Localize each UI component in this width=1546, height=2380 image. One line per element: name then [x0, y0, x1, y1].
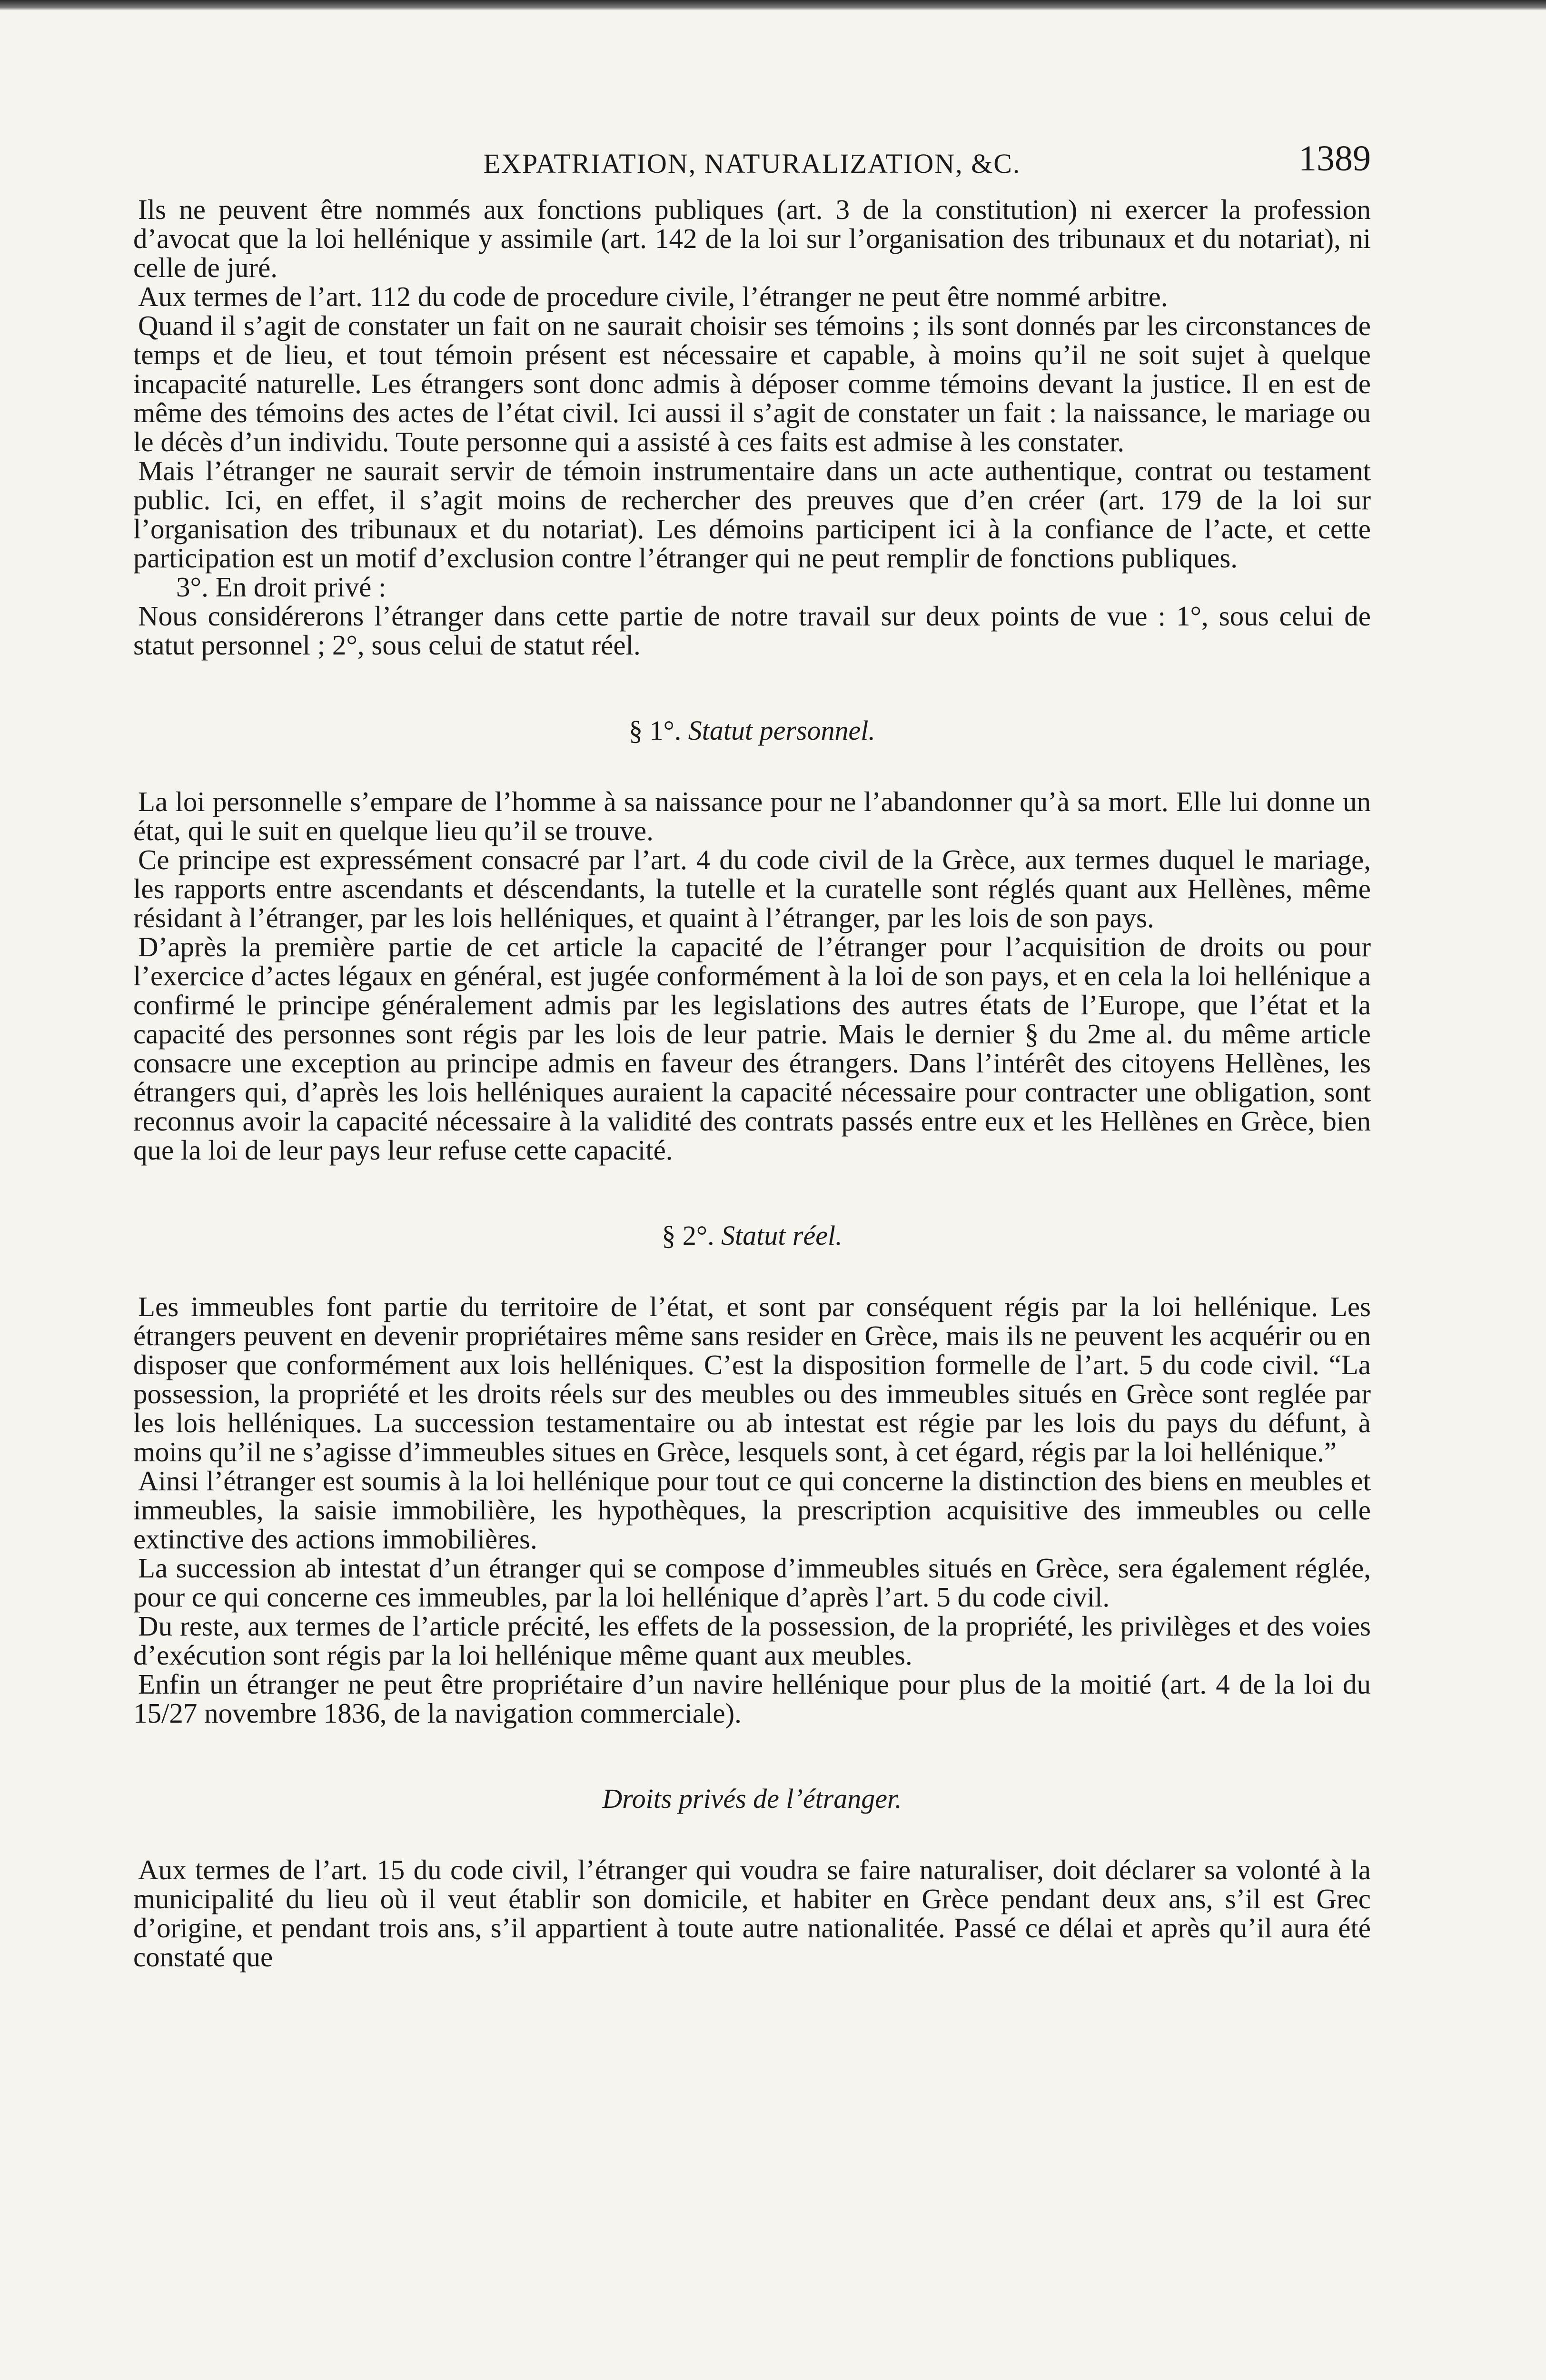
section-title: Droits privés de l’étranger.	[602, 1783, 902, 1814]
paragraph: Ils ne peuvent être nommés aux fonctions publiques (art. 3 de la constitution) ni exercer la profession d’avocat que la loi hellénique y assimile (art. 142 de la loi sur l’organisation des tribunaux et du notariat), ni celle de juré.	[133, 194, 1371, 283]
subsection-label: 3°. En droit privé :	[176, 571, 386, 603]
scan-top-edge	[0, 0, 1546, 10]
section-heading-statut-reel	[133, 1221, 1371, 1250]
section-prefix: § 1°.	[629, 715, 682, 746]
paragraph: D’après la première partie de cet article la capacité de l’étranger pour l’acquisition de droits ou pour l’exercice d’actes légaux en général, est jugée conformément à la loi de son pays, et en cela la loi hellénique a confirmé le principe généralement admis par les legislations des autres états de l’Europe, que l’état et la capacité des personnes sont régis par les lois de leur patrie. Mais le dernier § du 2me al. du même article consacre une exception au principe admis en faveur des étrangers. Dans l’intérêt des citoyens Hellènes, les étrangers qui, d’après les lois helléniques auraient la capacité nécessaire pour contracter une obligation, sont reconnus avoir la capacité nécessaire à la validité des contrats passés entre eux et les Hellènes en Grèce, bien que la loi de leur pays leur refuse cette capacité.	[133, 931, 1371, 1166]
section-prefix: § 2°.	[662, 1220, 714, 1251]
paragraph: Aux termes de l’art. 112 du code de procedure civile, l’étranger ne peut être nommé arbitre.	[138, 281, 1168, 312]
paragraph: La loi personnelle s’empare de l’homme à sa naissance pour ne l’abandonner qu’à sa mort. Elle lui donne un état, qui le suit en quelque lieu qu’il se trouve.	[133, 786, 1371, 846]
running-title: EXPATRIATION, NATURALIZATION, &C.	[483, 148, 1021, 179]
paragraph: Ainsi l’étranger est soumis à la loi hellénique pour tout ce qui concerne la distinction des biens en meubles et immeubles, la saisie immobilière, les hypothèques, la prescription acquisitive des immeubles ou celle extinctive des actions immobilières.	[133, 1465, 1371, 1555]
section-title: Statut réel.	[721, 1220, 842, 1251]
paragraph: Mais l’étranger ne saurait servir de témoin instrumentaire dans un acte authentique, contrat ou testament public. Ici, en effet, il s’agit moins de rechercher des preuves que d’en créer (art. 179 de la loi sur l’organisation des tribunaux et du notariat). Les démoins participent ici à la confiance de l’acte, et cette participation est un motif d’exclusion contre l’étranger qui ne peut remplir de fonctions publiques.	[133, 455, 1371, 574]
page-number: 1389	[1298, 139, 1371, 178]
paragraph: Aux termes de l’art. 15 du code civil, l’étranger qui voudra se faire naturaliser, doit déclarer sa volonté à la municipalité du lieu où il veut établir son domicile, et habiter en Grèce pendant deux ans, s’il est Grec d’origine, et pendant trois ans, s’il appartient à toute autre nationalitée. Passé ce délai et après qu’il aura été constaté que	[133, 1854, 1371, 1973]
paragraph: La succession ab intestat d’un étranger qui se compose d’immeubles situés en Grèce, sera également réglée, pour ce qui concerne ces immeubles, par la loi hellénique d’après l’art. 5 du code civil.	[133, 1552, 1371, 1613]
page-header	[133, 138, 1371, 195]
document-page	[133, 138, 1371, 1972]
paragraph: Enfin un étranger ne peut être propriétaire d’un navire hellénique pour plus de la moitié (art. 4 de la loi du 15/27 novembre 1836, de la navigation commerciale).	[133, 1668, 1371, 1729]
section-title: Statut personnel.	[688, 715, 875, 746]
section-heading-droits-prives	[133, 1784, 1371, 1814]
section-heading-statut-personnel	[133, 716, 1371, 745]
paragraph: Quand il s’agit de constater un fait on ne saurait choisir ses témoins ; ils sont donnés par les circonstances de temps et de lieu, et tout témoin présent est nécessaire et capable, à moins qu’il ne soit sujet à quelque incapacité naturelle. Les étrangers sont donc admis à déposer comme témoins devant la justice. Il en est de même des témoins des actes de l’état civil. Ici aussi il s’agit de constater un fait : la naissance, le mariage ou le décès d’un individu. Toute personne qui a assisté à ces faits est admise à les constater.	[133, 310, 1371, 457]
paragraph: Ce principe est expressément consacré par l’art. 4 du code civil de la Grèce, aux termes duquel le mariage, les rapports entre ascendants et déscendants, la tutelle et la curatelle sont réglés quant aux Hellènes, même résidant à l’étranger, par les lois helléniques, et quaint à l’étranger, par les lois de son pays.	[133, 844, 1371, 933]
paragraph: Du reste, aux termes de l’article précité, les effets de la possession, de la propriété, les privilèges et des voies d’exécution sont régis par la loi hellénique même quant aux meubles.	[133, 1610, 1371, 1671]
paragraph: Nous considérerons l’étranger dans cette partie de notre travail sur deux points de vue : 1°, sous celui de statut personnel ; 2°, sous celui de statut réel.	[133, 600, 1371, 661]
paragraph: Les immeubles font partie du territoire de l’état, et sont par conséquent régis par la loi hellénique. Les étrangers peuvent en devenir propriétaires même sans resider en Grèce, mais ils ne peuvent les acquérir ou en disposer que conformément aux lois helléniques. C’est la disposition formelle de l’art. 5 du code civil. “La possession, la propriété et les droits réels sur des meubles ou des immeubles situés en Grèce sont reglée par les lois helléniques. La succession testamentaire ou ab intestat est régie par les lois du pays du défunt, à moins qu’il ne s’agisse d’immeubles situes en Grèce, lesquels sont, à cet égard, régis par la loi hellénique.”	[133, 1291, 1371, 1468]
